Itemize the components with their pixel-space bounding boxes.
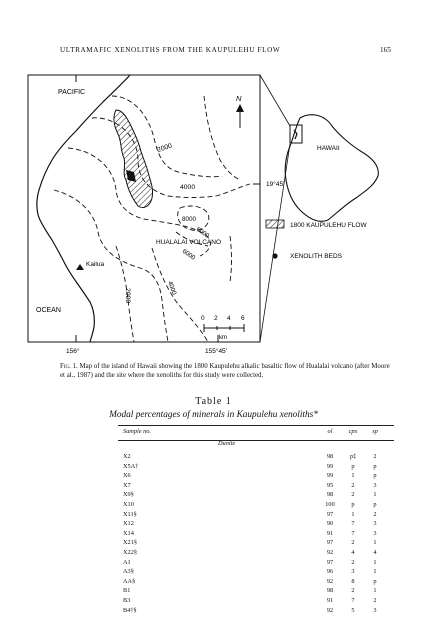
cell-sample: X9§ [123, 491, 134, 499]
scale-unit: km [219, 335, 227, 341]
cell-sp: 1 [373, 558, 377, 566]
scale-tick-0: 0 [201, 315, 205, 322]
table-row [118, 501, 394, 511]
cell-sample: X11§ [123, 510, 137, 518]
table-subtitle: Modal percentages of minerals in Kaupulehu xenoliths* [109, 410, 318, 420]
cell-sp: 4 [373, 548, 377, 556]
header-sp: sp [372, 428, 378, 435]
cell-ol: 92 [326, 606, 334, 614]
cell-ol: 99 [326, 462, 334, 470]
xenolith-bed-marker [128, 176, 133, 181]
cell-cpx: 7 [351, 529, 355, 537]
table-top-rule [118, 425, 394, 426]
cell-cpx: 4 [351, 548, 355, 556]
cell-ol: 91 [326, 529, 334, 537]
cell-cpx: p [351, 462, 355, 470]
cell-sample: X21§ [123, 539, 137, 547]
cell-sp: 1 [373, 491, 377, 499]
caption-label: Fig. 1. [60, 363, 78, 370]
legend-beds-dot [272, 253, 277, 258]
header-sample: Sample no. [123, 428, 151, 435]
cell-cpx: 2 [351, 587, 355, 595]
table-row [118, 472, 394, 482]
cell-cpx: 1 [351, 510, 355, 518]
cell-sp: 3 [373, 520, 377, 528]
cell-cpx: 2 [351, 539, 355, 547]
cell-cpx: 2 [351, 481, 355, 489]
legend-flow-label: 1800 KAUPULEHU FLOW [290, 222, 367, 229]
contour-label: 6000 [180, 247, 197, 262]
label-north: N [236, 94, 242, 103]
table-row [118, 491, 394, 501]
cell-sample: X12 [123, 520, 134, 528]
table-row [118, 607, 394, 617]
scale-tick-2: 2 [214, 315, 218, 322]
cell-sp: 2 [373, 510, 377, 518]
cell-sample: X7 [123, 481, 131, 489]
scale-tick-6: 6 [241, 315, 245, 322]
table-row [118, 568, 394, 578]
cell-sp: 3 [373, 606, 377, 614]
table-row [118, 530, 394, 540]
cell-cpx: 8 [351, 577, 355, 585]
modal-table [118, 428, 394, 616]
label-kailua: Kailua [86, 261, 105, 268]
inset-map [260, 75, 378, 342]
cell-cpx: 5 [351, 606, 355, 614]
table-row [118, 559, 394, 569]
table-row [118, 520, 394, 530]
cell-sp: p [373, 500, 377, 508]
legend-flow-swatch [266, 220, 284, 228]
cell-sample: X2 [123, 453, 131, 460]
table-row [118, 453, 394, 463]
elevation-contours [54, 96, 250, 342]
cell-sample: X22§ [123, 548, 137, 556]
cell-cpx: p [351, 500, 355, 508]
cell-sample: AA§ [123, 577, 136, 585]
cell-sp: p [373, 472, 377, 480]
table-title: Table 1 [195, 396, 232, 407]
table-header-row [118, 428, 394, 440]
cell-ol: 100 [325, 500, 335, 508]
cell-ol: 92 [326, 577, 334, 585]
cell-cpx: 2 [351, 491, 355, 499]
cell-sample: X14 [123, 529, 134, 537]
scale-bar [204, 324, 244, 332]
table-row [118, 578, 394, 588]
scale-tick-4: 4 [227, 315, 231, 322]
table-group-label [118, 440, 394, 453]
cell-cpx: 7 [351, 596, 355, 604]
cell-ol: 98 [326, 587, 334, 595]
cell-sp: 2 [373, 453, 377, 460]
table-body [118, 453, 394, 616]
legend-beds-label: XENOLITH BEDS [290, 253, 343, 260]
cell-ol: 90 [326, 520, 334, 528]
cell-cpx: p‡ [349, 453, 357, 460]
label-hawaii: HAWAII [317, 145, 340, 152]
caption-text: Map of the island of Hawaii showing the 1800 Kaupulehu alkalic basaltic flow of Hualalai volcano (after Moore et al., 1987) and the site where the xenoliths for this study were collected. [60, 363, 390, 379]
kaupulehu-flow [114, 110, 153, 208]
cell-ol: 96 [326, 568, 334, 576]
running-title: ULTRAMAFIC XENOLITHS FROM THE KAUPULEHU FLOW [60, 46, 281, 54]
label-lon-right: 155°45' [205, 348, 227, 355]
contour-label: 2000 [124, 288, 131, 304]
cell-cpx: 1 [351, 472, 355, 480]
cell-sample: B3 [123, 596, 131, 604]
cell-sample: A1 [123, 558, 131, 566]
cell-sp: 2 [373, 596, 377, 604]
legend [266, 220, 367, 260]
label-lat: 19°45' [266, 181, 285, 188]
contour-label: 4000 [180, 184, 196, 191]
contour-label: 8000 [182, 216, 197, 223]
label-lon-left: 156° [66, 348, 80, 355]
group-dunite: Dunite [218, 440, 236, 447]
cell-sample: B4†§ [123, 606, 137, 614]
cell-sp: 3 [373, 529, 377, 537]
table-row [118, 482, 394, 492]
cell-sp: 1 [373, 539, 377, 547]
label-hualalai: HUALALAI VOLCANO [156, 239, 222, 246]
cell-sp: 3 [373, 481, 377, 489]
table-row [118, 597, 394, 607]
contour-label: 4000 [166, 280, 178, 296]
cell-ol: 92 [326, 548, 334, 556]
cell-ol: 95 [326, 481, 334, 489]
cell-ol: 97 [326, 510, 334, 518]
cell-sp: p [373, 462, 377, 470]
cell-ol: 97 [326, 558, 334, 566]
cell-cpx: 7 [351, 520, 355, 528]
figure-caption [60, 363, 395, 380]
header-cpx: cpx [348, 428, 358, 435]
cell-ol: 97 [326, 539, 334, 547]
contour-label: 6000 [194, 225, 211, 240]
cell-ol: 98 [326, 453, 334, 460]
table-row [118, 463, 394, 473]
cell-sample: B1 [123, 587, 131, 595]
label-pacific: PACIFIC [58, 89, 86, 96]
figure-map [0, 60, 427, 365]
cell-sample: X10 [123, 500, 134, 508]
kailua-marker [76, 264, 84, 270]
cell-sample: X6 [123, 472, 131, 480]
cell-sp: p [373, 577, 377, 585]
cell-sample: A3§ [123, 568, 134, 576]
table-row [118, 587, 394, 597]
table-row [118, 511, 394, 521]
map-frame [28, 75, 260, 342]
contour-label: 2000 [156, 142, 174, 154]
cell-cpx: 3 [351, 568, 355, 576]
cell-cpx: 2 [351, 558, 355, 566]
cell-ol: 99 [326, 472, 334, 480]
page-number: 165 [380, 46, 391, 54]
north-arrow [236, 104, 244, 128]
cell-ol: 91 [326, 596, 334, 604]
header-ol: ol [327, 428, 333, 435]
table-row [118, 549, 394, 559]
cell-ol: 98 [326, 491, 334, 499]
table-row [118, 539, 394, 549]
label-ocean: OCEAN [36, 307, 61, 314]
cell-sp: 1 [373, 568, 377, 576]
cell-sample: X5A† [123, 462, 139, 470]
cell-sp: 1 [373, 587, 377, 595]
